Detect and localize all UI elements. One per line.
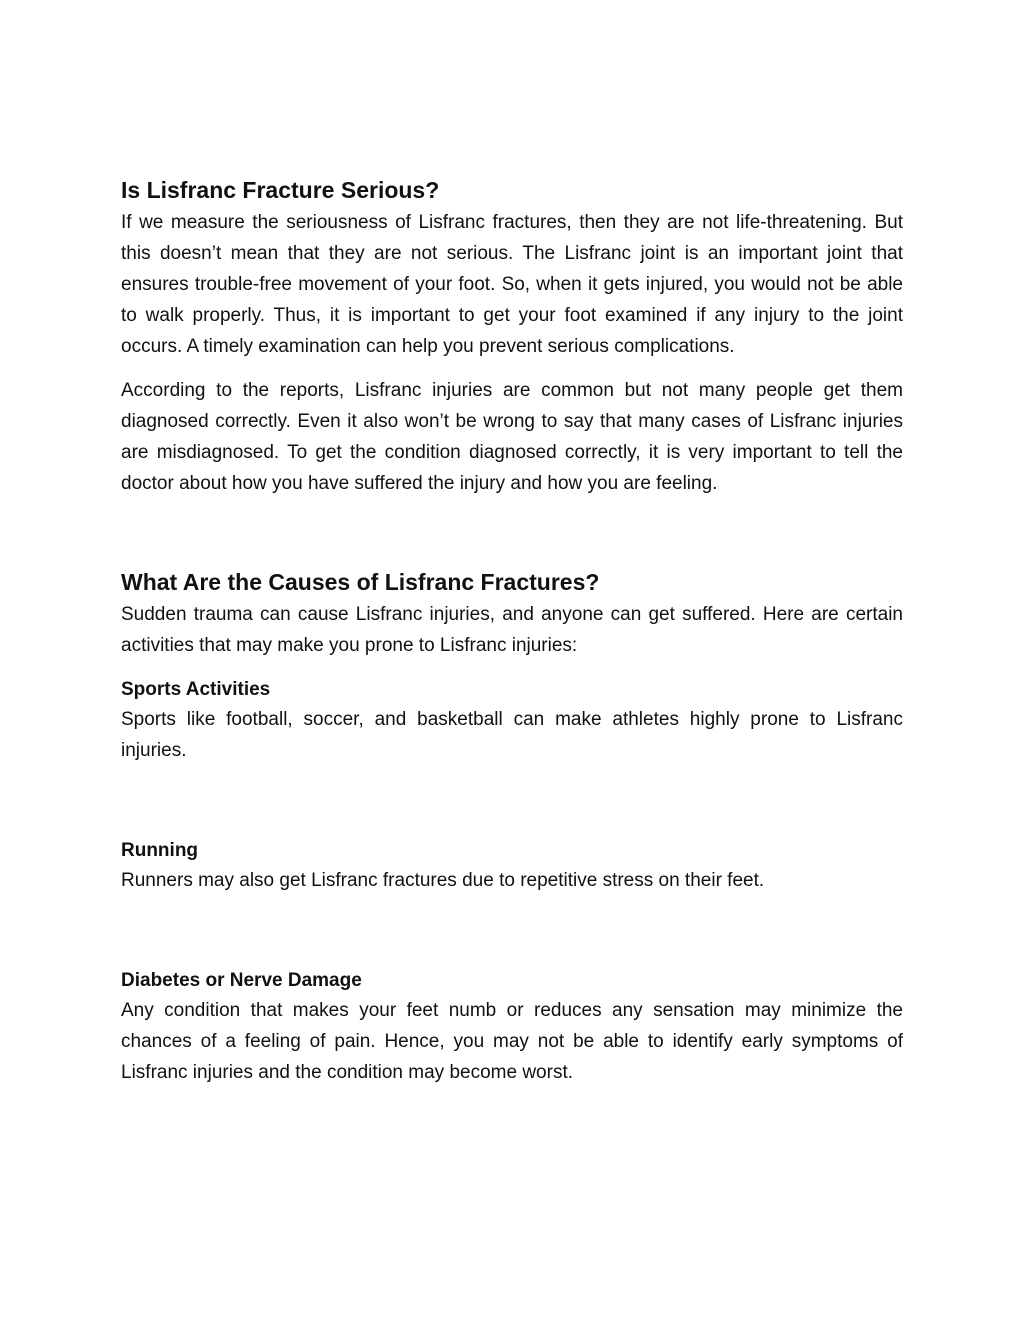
subheading-sports-activities: Sports Activities: [121, 679, 271, 700]
section-heading: What Are the Causes of Lisfranc Fractures?: [121, 569, 600, 595]
subheading-running: Running: [121, 840, 199, 861]
section-heading: Is Lisfranc Fracture Serious?: [121, 177, 440, 203]
paragraph: According to the reports, Lisfranc injuries are common but not many people get them diagnosed correctly. Even it also won’t be wrong to say that many cases of Lisfranc injuries are misdiagnosed. To get the condition diagnosed correctly, it is very important to tell the doctor about how you have suffered the injury and how you are feeling.: [121, 380, 903, 494]
section-seriousness: [121, 173, 903, 499]
paragraph: Sudden trauma can cause Lisfranc injuries, and anyone can get suffered. Here are certain activities that may make you prone to Lisfranc injuries:: [121, 604, 903, 656]
section-causes: [121, 565, 903, 1088]
paragraph: Any condition that makes your feet numb or reduces any sensation may minimize the chances of a feeling of pain. Hence, you may not be able to identify early symptoms of Lisfranc injuries and the condition may become worst.: [121, 1000, 903, 1083]
subheading-diabetes-nerve-damage: Diabetes or Nerve Damage: [121, 970, 362, 991]
paragraph: If we measure the seriousness of Lisfranc fractures, then they are not life-threatening. But this doesn’t mean that they are not serious. The Lisfranc joint is an important joint that ensures trouble-free movement of your foot. So, when it gets injured, you would not be able to walk properly. Thus, it is important to get your foot examined if any injury to the joint occurs. A timely examination can help you prevent serious complications.: [121, 212, 903, 357]
paragraph: Sports like football, soccer, and basketball can make athletes highly prone to Lisfranc injuries.: [121, 709, 903, 761]
document-page: [121, 173, 903, 1088]
paragraph: Runners may also get Lisfranc fractures due to repetitive stress on their feet.: [121, 870, 765, 891]
